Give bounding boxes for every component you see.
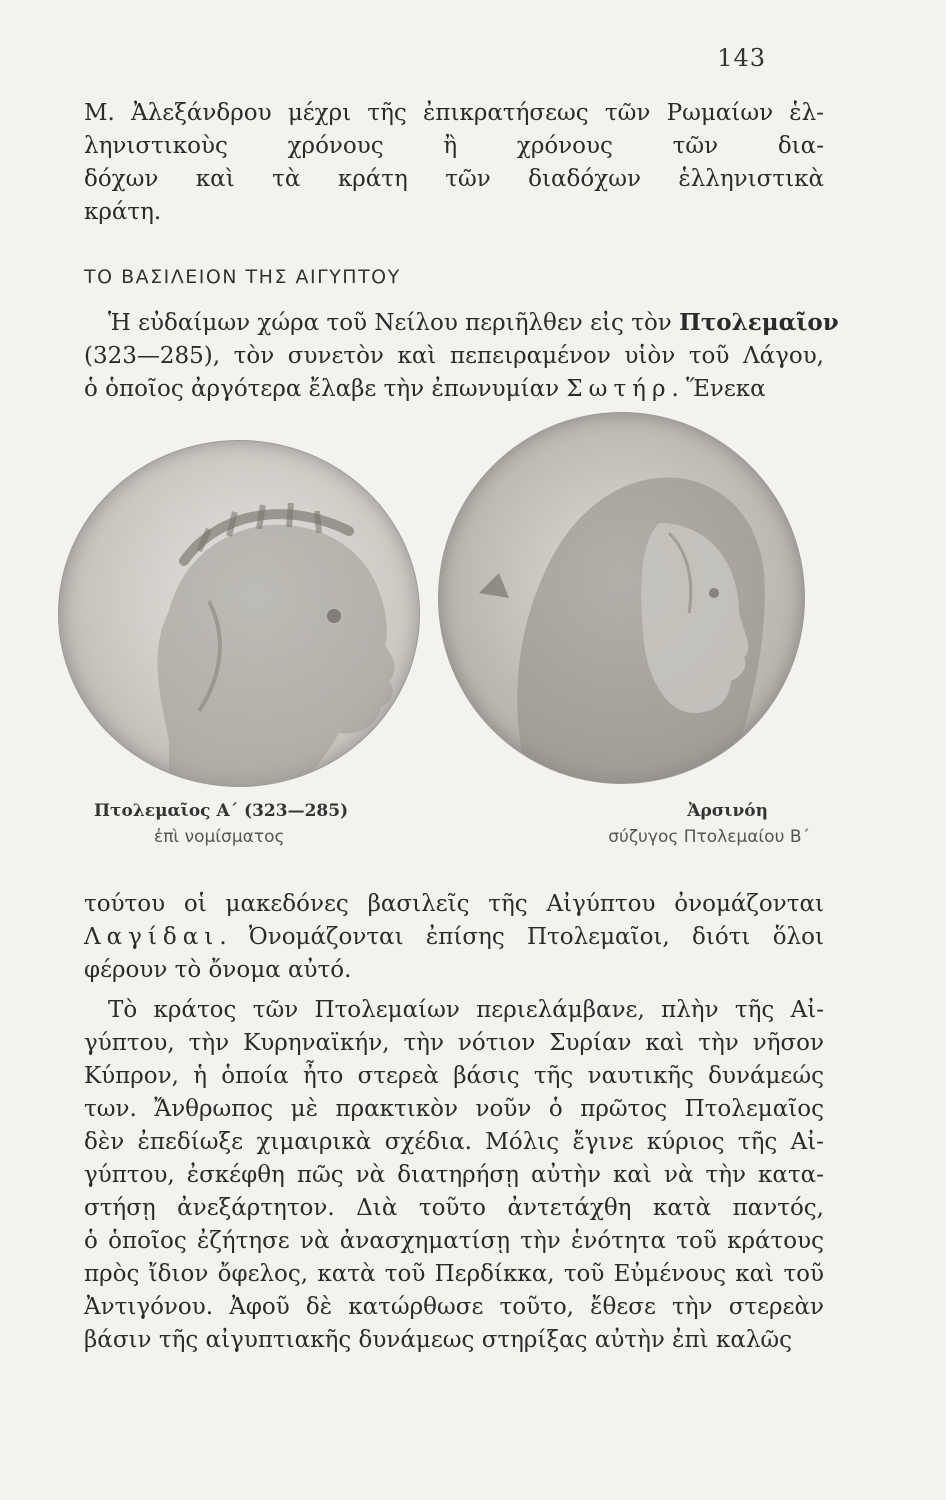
intro-line: κράτη. xyxy=(84,199,162,225)
paragraph-ptolemy-intro xyxy=(84,306,839,406)
paragraph-line: Κύπρον, ἡ ὁποία ἦτο στερεὰ βάσις τῆς ναυτικῆς δυνάμεώς xyxy=(84,1063,824,1089)
caption-title: Ἀρσινόη xyxy=(687,801,768,821)
paragraph-line: δὲν ἐπεδίωξε χιμαιρικὰ σχέδια. Μόλις ἔγινε κύριος τῆς Αἰ- xyxy=(84,1129,824,1155)
intro-line: δόχων καὶ τὰ κράτη τῶν διαδόχων ἑλληνιστικὰ xyxy=(84,166,824,192)
arsinoe-coin-image xyxy=(438,412,805,784)
paragraph-line: (323—285), τὸν συνετὸν καὶ πεπειραμένον υἱὸν τοῦ Λάγου, xyxy=(84,343,824,369)
line-text: Ἡ εὐδαίμων χώρα τοῦ Νείλου περιῆλθεν εἰς τὸν xyxy=(108,310,680,336)
paragraph-line: γύπτου, ἐσκέφθη πῶς νὰ διατηρήσῃ αὐτὴν καὶ νὰ τὴν κατα- xyxy=(84,1162,824,1188)
arsinoe-portrait-drawing xyxy=(439,413,804,783)
paragraph-line xyxy=(84,373,824,406)
intro-paragraph xyxy=(84,97,824,229)
ptolemy-portrait-drawing xyxy=(59,441,419,786)
paragraph-ptolemaic-state xyxy=(84,994,824,1357)
intro-line: Μ. Ἀλεξάνδρου μέχρι τῆς ἐπικρατήσεως τῶν Ρωμαίων ἑλ- xyxy=(84,100,824,126)
caption-subtitle: σύζυγος Πτολεμαίου Β΄ xyxy=(608,827,810,847)
paragraph-line: γύπτου, τὴν Κυρηναϊκήν, τὴν νότιον Συρίαν καὶ τὴν νῆσον xyxy=(84,1030,824,1056)
paragraph-line xyxy=(84,921,824,954)
line-text: . Ἕνεκα xyxy=(671,376,766,402)
paragraph-line: Τὸ κράτος τῶν Πτολεμαίων περιελάμβανε, πλὴν τῆς Αἰ- xyxy=(108,997,824,1023)
intro-line: ληνιστικοὺς χρόνους ἢ χρόνους τῶν δια- xyxy=(84,133,824,159)
paragraph-line: τούτου οἱ μακεδόνες βασιλεῖς τῆς Αἰγύπτου ὀνομάζονται xyxy=(84,891,824,917)
paragraph-line: φέρουν τὸ ὄνομα αὐτό. xyxy=(84,957,352,983)
paragraph-line: Ἀντιγόνου. Ἀφοῦ δὲ κατώρθωσε τοῦτο, ἔθεσε τὴν στερεὰν xyxy=(84,1294,824,1320)
paragraph-line: πρὸς ἴδιον ὄφελος, κατὰ τοῦ Περδίκκα, τοῦ Εὐμένους καὶ τοῦ xyxy=(84,1261,824,1287)
coins-figure xyxy=(58,412,858,792)
paragraph-line: ὁ ὁποῖος ἐζήτησε νὰ ἀνασχηματίσῃ τὴν ἑνότητα τοῦ κράτους xyxy=(84,1228,824,1254)
line-text: ὁ ὁποῖος ἀργότερα ἔλαβε τὴν ἐπωνυμίαν xyxy=(84,376,567,402)
paragraph-lagids xyxy=(84,888,824,987)
paragraph-line: στήσῃ ἀνεξάρτητον. Διὰ τοῦτο ἀντετάχθη κατὰ παντός, xyxy=(84,1195,824,1221)
arsinoe-coin-caption xyxy=(560,798,810,850)
ptolemy-coin-image xyxy=(58,440,420,787)
section-heading: ΤΟ ΒΑΣΙΛΕΙΟΝ ΤΗΣ ΑΙΓΥΠΤΟΥ xyxy=(84,266,401,288)
caption-title: Πτολεμαῖος Α΄ (323—285) xyxy=(94,801,349,821)
page-number: 143 xyxy=(717,44,766,72)
paragraph-line xyxy=(84,306,839,340)
paragraph-line: των. Ἄνθρωπος μὲ πρακτικὸν νοῦν ὁ πρῶτος Πτολεμαῖος xyxy=(84,1096,824,1122)
line-text: . Ὀνομάζονται ἐπίσης Πτολεμαῖοι, διότι ὅλοι xyxy=(219,924,824,950)
ptolemy-bold-name: Πτολεμαῖον xyxy=(679,309,839,336)
term-lagidai: Λαγίδαι xyxy=(84,924,220,950)
caption-subtitle: ἐπὶ νομίσματος xyxy=(154,827,285,847)
ptolemy-coin-caption xyxy=(94,798,348,850)
epithet-soter: Σωτήρ xyxy=(566,376,672,402)
paragraph-line: βάσιν τῆς αἰγυπτιακῆς δυνάμεως στηρίξας αὐτὴν ἐπὶ καλῶς xyxy=(84,1327,793,1353)
